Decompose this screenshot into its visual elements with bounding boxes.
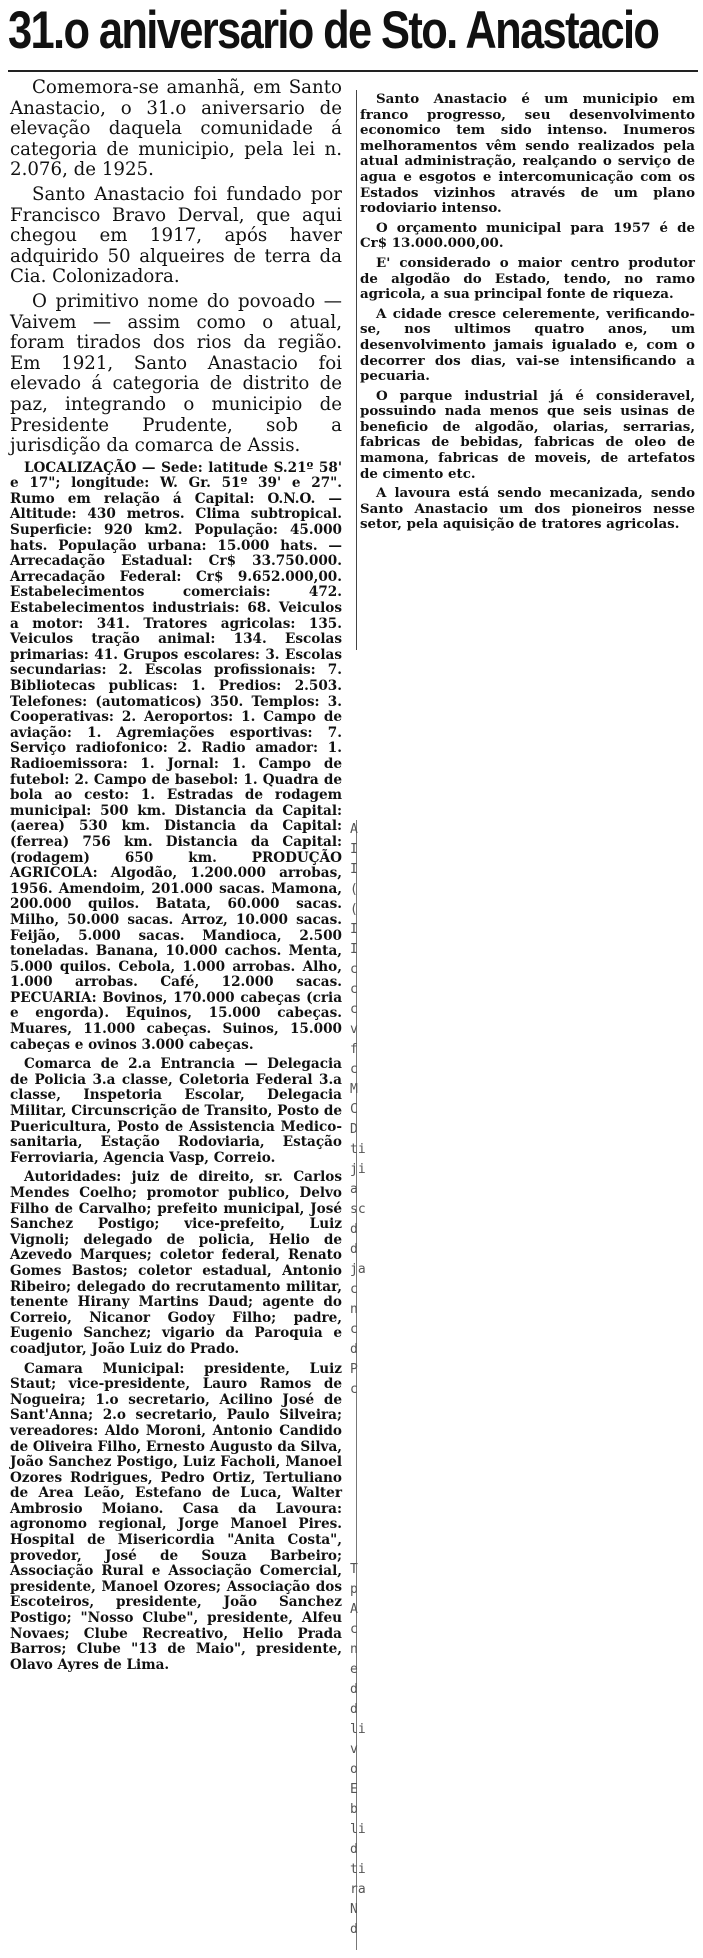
gutter-fragment: d — [350, 1342, 358, 1357]
gutter-fragment: c — [350, 1322, 358, 1337]
gutter-fragment: ra — [350, 1882, 366, 1897]
gutter-fragment: E — [350, 1782, 358, 1797]
gutter-fragment: li — [350, 1822, 366, 1837]
gutter-fragment: A — [350, 1602, 358, 1617]
gutter-fragment: I — [350, 862, 358, 877]
gutter-fragment: v — [350, 1022, 358, 1037]
right-column — [360, 92, 695, 537]
right-paragraph: E' considerado o maior centro produtor de algodão do Estado, tendo, no ramo agricola, a sua principal fonte de riqueza. — [360, 254, 695, 303]
gutter-fragment: N — [350, 1902, 358, 1917]
body-paragraph: LOCALIZAÇÃO — Sede: latitude S.21º 58' e 17"; longitude: W. Gr. 51º 39' e 27". Rumo em relação á Capital: O.N.O. — Altitude: 430 metros. Clima subtropical. Superficie: 920 km2. População: 45.000 hats. População urbana: 15.000 hats. — Arrecadação Estadual: Cr$ 33.750.000. Arrecadação Federal: Cr$ 9.652.000,00. Estabelecimentos comerciais: 472. Estabelecimentos industriais: 68. Veiculos a motor: 341. Tratores agricolas: 135. Veiculos tração animal: 134. Escolas primarias: 41. Grupos escolares: 3. Escolas secundarias: 2. Escolas profissionais: 7. Bibliotecas publicas: 1. Predios: 2.503. Telefones: (automaticos) 350. Templos: 3. Cooperativas: 2. Aeroportos: 1. Campo de aviação: 1. Agremiações esportivas: 7. Serviço radiofonico: 2. Radio amador: 1. Radioemissora: 1. Jornal: 1. Campo de futebol: 2. Campo de basebol: 1. Quadra de bola ao cesto: 1. Estradas de rodagem municipal: 500 km. Distancia da Capital: (aerea) 530 km. Distancia da Capital: (ferrea) 756 km. Distancia da Capital: (rodagem) 650 km. PRODUÇÃO AGRICOLA: Algodão, 1.200.000 arrobas, 1956. Amendoim, 201.000 sacas. Mamona, 200.000 quilos. Batata, 60.000 sacas. Milho, 50.000 sacas. Arroz, 10.000 sacas. Feijão, 5.000 sacas. Mandioca, 2.500 toneladas. Banana, 10.000 cachos. Menta, 5.000 quilos. Cebola, 1.000 arrobas. Alho, 1.000 arrobas. Café, 12.000 sacas. PECUARIA: Bovinos, 170.000 cabeças (cria e engorda). Equinos, 15.000 cabeças. Muares, 11.000 cabeças. Suinos, 15.000 cabeças e ovinos 3.000 cabeças. — [10, 459, 342, 1053]
gutter-fragment: li — [350, 1722, 366, 1737]
left-column — [10, 78, 342, 1677]
gutter-fragment: c — [350, 1062, 358, 1077]
right-paragraph: O orçamento municipal para 1957 é de Cr$ 13.000.000,00. — [360, 219, 695, 252]
gutter-fragment: d — [350, 1922, 358, 1937]
gutter-fragment: o — [350, 1762, 358, 1777]
gutter-fragment: D — [350, 1122, 358, 1137]
gutter-fragment: C — [350, 1102, 358, 1117]
gutter-fragment: c — [350, 1382, 358, 1397]
gutter-fragment: sc — [350, 1202, 366, 1217]
gutter-fragment: I — [350, 922, 358, 937]
body-paragraph: Comarca de 2.a Entrancia — Delegacia de Policia 3.a classe, Coletoria Federal 3.a classe, Inspetoria Escolar, Delegacia Militar, Circunscrição de Transito, Posto de Puericultura, Posto de Assistencia Medico-sanitaria, Estação Rodoviaria, Estação Ferroviaria, Agencia Vasp, Correio. — [10, 1056, 342, 1166]
gutter-fragment: f — [350, 1042, 358, 1057]
gutter-fragment: a — [350, 1182, 358, 1197]
gutter-fragment: ti — [350, 1862, 366, 1877]
gutter-fragment: ( — [350, 882, 358, 897]
gutter-fragments-lower — [350, 1560, 366, 1940]
gutter-fragment: M — [350, 1082, 358, 1097]
column-divider — [356, 90, 357, 650]
gutter-fragment: c — [350, 1622, 358, 1637]
gutter-fragment: c — [350, 982, 358, 997]
gutter-fragment: T — [350, 1562, 358, 1577]
right-paragraph: Santo Anastacio é um municipio em franco progresso, seu desenvolvimento economico tem sido intenso. Inumeros melhoramentos vêm sendo realizados pela atual administração, realçando o serviço de agua e esgotos e intercomunicação com os Estados vizinhos através de um plano rodoviario intenso. — [360, 91, 695, 217]
gutter-fragment: d — [350, 1682, 358, 1697]
right-paragraph: A lavoura está sendo mecanizada, sendo Santo Anastacio um dos pioneiros nesse setor, pela aquisição de tratores agricolas. — [360, 485, 695, 533]
gutter-fragment: c — [350, 962, 358, 977]
right-paragraph: A cidade cresce celeremente, verificando-se, nos ultimos quatro anos, um desenvolvimento jamais igualado e, com o decorrer dos dias, vai-se intensificando a pecuaria. — [360, 305, 695, 385]
gutter-fragment: n — [350, 1642, 358, 1657]
gutter-fragment: ( — [350, 902, 358, 917]
gutter-fragment: b — [350, 1802, 358, 1817]
gutter-fragment: P — [350, 1362, 358, 1377]
gutter-fragment: ji — [350, 1162, 366, 1177]
body-paragraph: Autoridades: juiz de direito, sr. Carlos Mendes Coelho; promotor publico, Delvo Filho de Carvalho; prefeito municipal, José Sanchez Postigo; vice-prefeito, Luiz Vignoli; delegado de policia, Helio de Azevedo Marques; coletor federal, Renato Gomes Bastos; coletor estadual, Antonio Ribeiro; delegado do recrutamento militar, tenente Hirany Martins Daud; agente do Correio, Nicanor Godoy Filho; padre, Eugenio Sanchez; vigario da Paroquia e coadjutor, João Luiz do Prado. — [10, 1169, 342, 1357]
gutter-fragment: p — [350, 1582, 358, 1597]
gutter-fragments-upper — [350, 820, 366, 1400]
body-paragraph: Camara Municipal: presidente, Luiz Staut; vice-presidente, Lauro Ramos de Nogueira; 1.o secretario, Acilino José de Sant'Anna; 2.o secretario, Paulo Silveira; vereadores: Aldo Moroni, Antonio Candido de Oliveira Filho, Ernesto Augusto da Silva, João Sanchez Postigo, Luiz Facholi, Manoel Ozores Rodrigues, Pedro Ortiz, Tertuliano de Area Leão, Estefano de Luca, Walter Ambrosio Moiano. Casa da Lavoura: agronomo regional, Jorge Manoel Pires. Hospital de Misericordia "Anita Costa", provedor, José de Souza Barbeiro; Associação Rural e Associação Comercial, presidente, Manoel Ozores; Associação dos Escoteiros, presidente, João Sanchez Postigo; "Nosso Clube", presidente, Alfeu Novaes; Clube Recreativo, Helio Prada Barros; Clube "13 de Maio", presidente, Olavo Ayres de Lima. — [10, 1360, 342, 1673]
lead-paragraph: Santo Anastacio foi fundado por Francisco Bravo Derval, que aqui chegou em 1917, após haver adquirido 50 alqueires de terra da Cia. Colonizadora. — [10, 183, 342, 288]
gutter-fragment: ti — [350, 1142, 366, 1157]
gutter-fragment: n — [350, 1302, 358, 1317]
gutter-fragment: d — [350, 1222, 358, 1237]
gutter-fragment: d — [350, 1702, 358, 1717]
headline-rule — [8, 70, 698, 72]
gutter-fragment: e — [350, 1662, 358, 1677]
right-paragraph: O parque industrial já é consideravel, possuindo nada menos que seis usinas de beneficio de algodão, olarias, serrarias, fabricas de bebidas, fabricas de oleo de mamona, fabricas de moveis, de artefatos de cimento etc. — [360, 387, 695, 482]
gutter-fragment: d — [350, 1242, 358, 1257]
gutter-fragment: d — [350, 1842, 358, 1857]
gutter-fragment: v — [350, 1742, 358, 1757]
lead-paragraph: O primitivo nome do povoado — Vaivem — assim como o atual, foram tirados dos rios da região. Em 1921, Santo Anastacio foi elevado á categoria de distrito de paz, integrando o municipio de Presidente Prudente, sob a jurisdição da comarca de Assis. — [10, 290, 342, 457]
gutter-fragment: ja — [350, 1262, 366, 1277]
gutter-fragment: c — [350, 1002, 358, 1017]
gutter-fragment: A — [350, 822, 358, 837]
gutter-fragment: I — [350, 942, 358, 957]
gutter-fragment: I — [350, 842, 358, 857]
headline: 31.o aniversario de Sto. Anastacio — [8, 1, 659, 60]
gutter-fragment: c — [350, 1282, 358, 1297]
lead-paragraph: Comemora-se amanhã, em Santo Anastacio, o 31.o aniversario de elevação daquela comunidade á categoria de municipio, pela lei n. 2.076, de 1925. — [10, 77, 342, 181]
